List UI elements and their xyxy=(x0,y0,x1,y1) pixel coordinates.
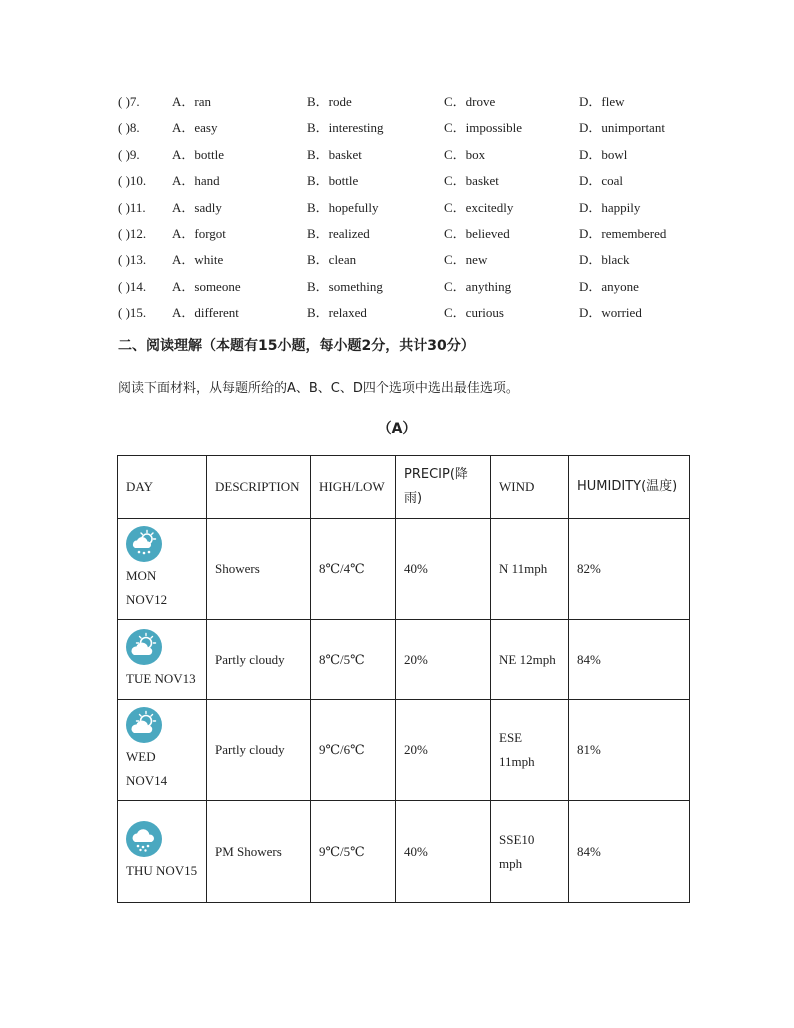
question-row-14 xyxy=(118,277,718,303)
option-b: B．hopefully xyxy=(307,199,379,215)
precip-cell: 40% xyxy=(396,519,491,620)
option-c: C．curious xyxy=(444,305,504,321)
option-b: B．relaxed xyxy=(307,305,367,321)
option-a: A．different xyxy=(172,305,239,321)
option-d: D．coal xyxy=(579,173,624,189)
day-label: WED NOV14 xyxy=(126,749,168,788)
header-highlow: HIGH/LOW xyxy=(311,456,396,519)
option-b: B．interesting xyxy=(307,120,384,136)
question-number: ( )10. xyxy=(118,173,147,189)
option-d: D．worried xyxy=(579,305,642,321)
option-a: A．someone xyxy=(172,278,241,294)
description-cell: PM Showers xyxy=(207,801,311,903)
question-number: ( )9. xyxy=(118,146,140,162)
day-cell xyxy=(118,519,207,620)
option-a: A．forgot xyxy=(172,225,226,241)
option-d: D．bowl xyxy=(579,146,628,162)
precip-cell: 40% xyxy=(396,801,491,903)
question-row-10 xyxy=(118,171,718,197)
rain-cloud-sun-icon xyxy=(126,526,162,562)
header-precip: PRECIP(降雨) xyxy=(396,456,491,519)
question-row-7 xyxy=(118,92,718,118)
option-a: A．ran xyxy=(172,94,211,109)
description-cell: Partly cloudy xyxy=(207,700,311,801)
option-a: A．sadly xyxy=(172,199,222,215)
header-description: DESCRIPTION xyxy=(207,456,311,519)
highlow-cell: 9℃/5℃ xyxy=(311,801,396,903)
option-c: C．basket xyxy=(444,173,499,189)
wind-cell: SSE10 mph xyxy=(491,801,569,903)
question-row-11 xyxy=(118,198,718,224)
humidity-cell: 82% xyxy=(569,519,690,620)
table-row xyxy=(118,519,690,620)
question-row-12 xyxy=(118,224,718,250)
option-c: C．excitedly xyxy=(444,199,514,215)
option-c: C．anything xyxy=(444,278,512,294)
option-c: C．new xyxy=(444,252,488,268)
option-c: C．believed xyxy=(444,225,510,241)
description-cell: Partly cloudy xyxy=(207,620,311,700)
option-c: C．impossible xyxy=(444,120,523,136)
question-number: ( )12. xyxy=(118,225,147,241)
day-cell xyxy=(118,801,207,903)
precip-cell: 20% xyxy=(396,620,491,700)
day-cell xyxy=(118,700,207,801)
question-number: ( )8. xyxy=(118,120,140,136)
option-d: D．flew xyxy=(579,94,625,109)
option-a: A．bottle xyxy=(172,146,224,162)
humidity-cell: 84% xyxy=(569,620,690,700)
partly-cloudy-icon xyxy=(126,707,162,743)
option-b: B．rode xyxy=(307,94,352,109)
precip-cell: 20% xyxy=(396,700,491,801)
question-row-8 xyxy=(118,118,718,144)
option-d: D．black xyxy=(579,252,630,268)
instruction-text: 阅读下面材料，从每题所给的A、B、C、D四个选项中选出最佳选项。 xyxy=(118,381,519,396)
option-d: D．happily xyxy=(579,199,641,215)
option-d: D．anyone xyxy=(579,278,639,294)
humidity-cell: 84% xyxy=(569,801,690,903)
option-d: D．unimportant xyxy=(579,120,665,136)
question-number: ( )11. xyxy=(118,199,146,215)
highlow-cell: 8℃/5℃ xyxy=(311,620,396,700)
option-a: A．easy xyxy=(172,120,218,136)
option-b: B．something xyxy=(307,278,383,294)
wind-cell: NE 12mph xyxy=(491,620,569,700)
header-humidity: HUMIDITY(温度) xyxy=(569,456,690,519)
header-day: DAY xyxy=(118,456,207,519)
table-row xyxy=(118,620,690,700)
table-header-row xyxy=(118,456,690,519)
question-number: ( )15. xyxy=(118,305,147,321)
wind-cell: ESE 11mph xyxy=(491,700,569,801)
option-c: C．drove xyxy=(444,94,496,109)
section-title: 二、阅读理解（本题有15小题，每小题2分，共计30分） xyxy=(118,338,475,354)
question-list xyxy=(118,92,718,330)
table-row xyxy=(118,700,690,801)
header-wind: WIND xyxy=(491,456,569,519)
question-row-15 xyxy=(118,303,718,329)
option-a: A．hand xyxy=(172,173,220,189)
option-b: B．basket xyxy=(307,146,362,162)
highlow-cell: 9℃/6℃ xyxy=(311,700,396,801)
option-b: B．bottle xyxy=(307,173,359,189)
option-b: B．clean xyxy=(307,252,357,268)
question-row-9 xyxy=(118,145,718,171)
table-row xyxy=(118,801,690,903)
option-a: A．white xyxy=(172,252,224,268)
rain-cloud-icon xyxy=(126,821,162,857)
option-c: C．box xyxy=(444,146,486,162)
question-row-13 xyxy=(118,250,718,276)
highlow-cell: 8℃/4℃ xyxy=(311,519,396,620)
description-cell: Showers xyxy=(207,519,311,620)
weather-table xyxy=(117,455,690,903)
question-number: ( )7. xyxy=(118,94,140,109)
day-label: MON NOV12 xyxy=(126,568,168,607)
partly-cloudy-icon xyxy=(126,629,162,665)
day-cell xyxy=(118,620,207,700)
day-label: TUE NOV13 xyxy=(126,670,196,686)
option-d: D．remembered xyxy=(579,225,667,241)
passage-label: （A） xyxy=(377,421,417,437)
question-number: ( )14. xyxy=(118,278,147,294)
humidity-cell: 81% xyxy=(569,700,690,801)
option-b: B．realized xyxy=(307,225,370,241)
day-label: THU NOV15 xyxy=(126,862,198,878)
question-number: ( )13. xyxy=(118,252,147,268)
wind-cell: N 11mph xyxy=(491,519,569,620)
